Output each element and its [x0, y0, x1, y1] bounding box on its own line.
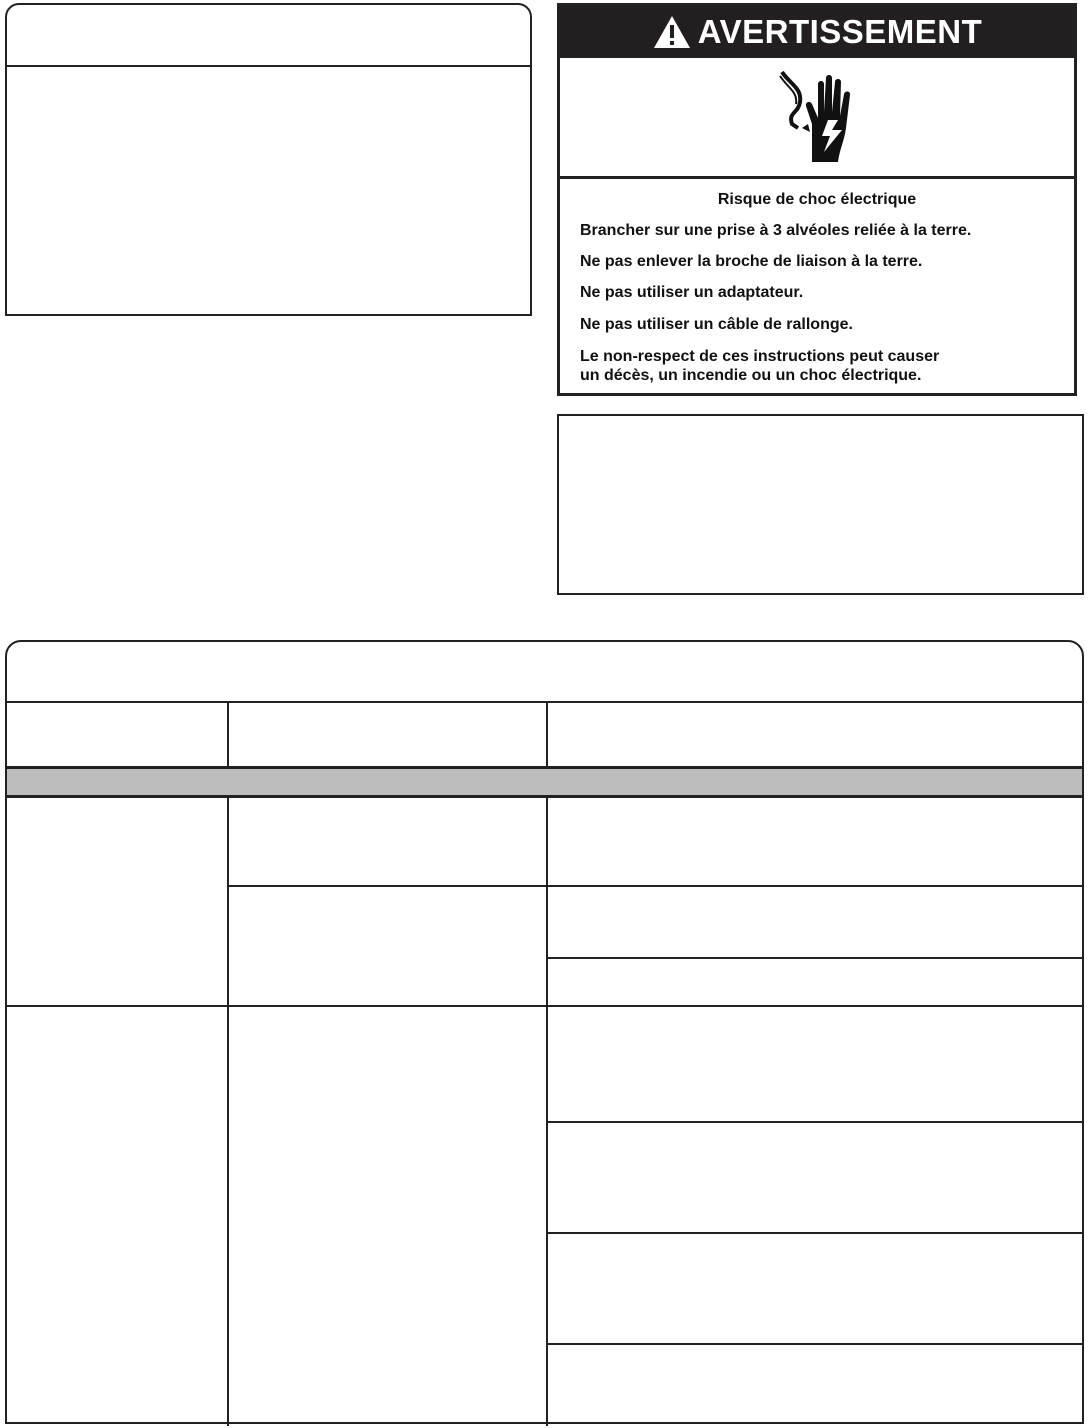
row-divider: [546, 1232, 1082, 1234]
row-divider: [227, 885, 1082, 887]
warning-title: AVERTISSEMENT: [697, 13, 983, 50]
warning-caption: Risque de choc électrique: [717, 191, 917, 208]
warning-line: un décès, un incendie ou un choc électrique.: [580, 367, 922, 384]
body-col-divider: [227, 798, 229, 1426]
left-info-panel: [5, 3, 532, 316]
warning-line: Ne pas utiliser un câble de rallonge.: [580, 316, 853, 333]
shock-icon-area: [560, 58, 1074, 179]
warning-line: Le non-respect de ces instructions peut causer: [580, 348, 940, 365]
left-panel-divider: [7, 65, 530, 67]
body-col-divider: [546, 798, 548, 1426]
table-title-divider: [7, 701, 1082, 703]
right-info-box: [557, 414, 1084, 595]
section-band: [7, 766, 1082, 798]
row-divider: [546, 1343, 1082, 1345]
warning-panel: [557, 3, 1077, 396]
warning-line: Ne pas utiliser un adaptateur.: [580, 284, 804, 301]
warning-body: [560, 179, 1074, 393]
warning-line: Brancher sur une prise à 3 alvéoles reliée à la terre.: [580, 222, 972, 239]
header-col-divider: [546, 703, 548, 766]
troubleshooting-table: [5, 640, 1084, 1424]
row-divider: [546, 957, 1082, 959]
warning-triangle-icon: [652, 14, 692, 50]
electric-shock-hand-icon: [762, 62, 872, 172]
row-divider: [546, 1121, 1082, 1123]
warning-line: Ne pas enlever la broche de liaison à la terre.: [580, 253, 923, 270]
group-divider: [7, 1005, 1082, 1007]
header-col-divider: [227, 703, 229, 766]
warning-header: [560, 6, 1074, 58]
